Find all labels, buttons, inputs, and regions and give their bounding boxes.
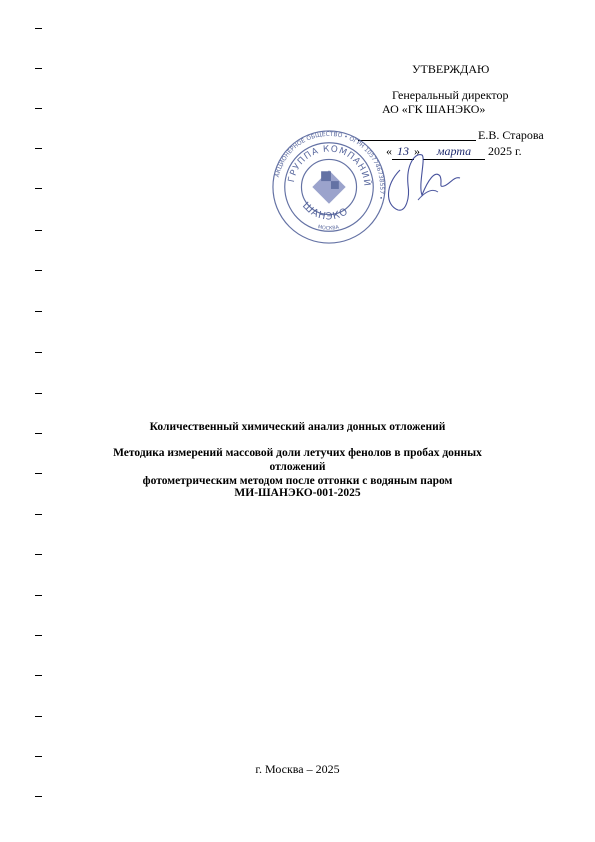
- left-margin-marks: [0, 0, 60, 842]
- margin-mark: [35, 433, 42, 434]
- margin-mark: [35, 28, 42, 29]
- date-month: марта: [423, 144, 485, 160]
- date-year: 2025 г.: [488, 144, 522, 158]
- method-title-line-2: фотометрическим методом после отгонки с водяным паром: [142, 475, 453, 487]
- stamp-inner-text: ГРУППА КОМПАНИЙ: [286, 144, 372, 188]
- margin-mark: [35, 796, 42, 797]
- document-heading: Количественный химический анализ донных отложений: [149, 421, 446, 433]
- margin-mark: [35, 473, 42, 474]
- stamp-outer-text: АКЦИОНЕРНОЕ ОБЩЕСТВО • ОГРН 1057746738557 •: [274, 131, 385, 200]
- approver-name: Е.В. Старова: [478, 128, 544, 142]
- margin-mark: [35, 148, 42, 149]
- method-title-line-1: Методика измерений массовой доли летучих фенолов в пробах донных отложений: [113, 447, 482, 473]
- stamp-city: МОСКВА: [317, 224, 340, 232]
- margin-mark: [35, 635, 42, 636]
- stamp-company-name: ШАНЭКО: [300, 200, 351, 223]
- place-and-year: г. Москва – 2025: [255, 762, 340, 776]
- margin-mark: [35, 514, 42, 515]
- method-title: [100, 446, 495, 488]
- margin-mark: [35, 188, 42, 189]
- margin-mark: [35, 675, 42, 676]
- margin-mark: [35, 756, 42, 757]
- margin-mark: [35, 270, 42, 271]
- margin-mark: [35, 230, 42, 231]
- svg-text:ШАНЭКО: [300, 200, 350, 222]
- margin-mark: [35, 108, 42, 109]
- date-open-quote: «: [386, 144, 392, 158]
- company-stamp: [270, 128, 388, 246]
- approver-position: Генеральный директор: [392, 88, 509, 102]
- margin-mark: [35, 595, 42, 596]
- margin-mark: [35, 352, 42, 353]
- date-close-quote: »: [414, 144, 420, 158]
- approval-title: УТВЕРЖДАЮ: [412, 62, 490, 76]
- document-code: МИ-ШАНЭКО-001-2025: [234, 487, 361, 499]
- margin-mark: [35, 393, 42, 394]
- handwritten-signature: [380, 140, 480, 215]
- svg-text:МОСКВА: [317, 224, 340, 232]
- margin-mark: [35, 68, 42, 69]
- date-day: 13: [392, 144, 414, 160]
- approver-organization: АО «ГК ШАНЭКО»: [382, 102, 486, 116]
- margin-mark: [35, 716, 42, 717]
- stamp-logo-icon: [312, 170, 345, 203]
- margin-mark: [35, 311, 42, 312]
- margin-mark: [35, 554, 42, 555]
